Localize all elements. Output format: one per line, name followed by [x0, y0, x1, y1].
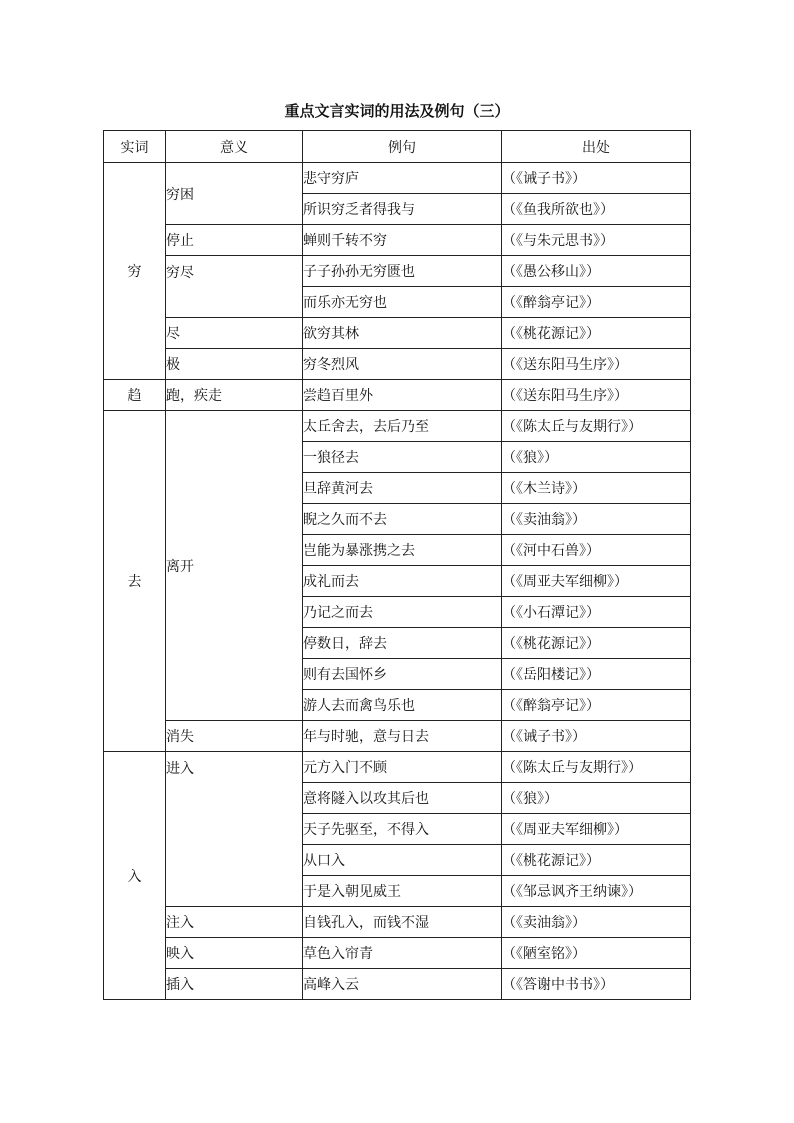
example-cell: 草色入帘青 — [303, 938, 502, 969]
example-cell: 自钱孔入，而钱不湿 — [303, 907, 502, 938]
example-cell: 元方入门不顾 — [303, 752, 502, 783]
source-cell: （《卖油翁》） — [502, 504, 691, 535]
example-cell: 停数日，辞去 — [303, 628, 502, 659]
source-cell: （《与朱元思书》） — [502, 225, 691, 256]
meaning-cell: 穷困 — [166, 163, 303, 225]
example-cell: 年与时驰，意与日去 — [303, 721, 502, 752]
meaning-cell: 停止 — [166, 225, 303, 256]
word-cell: 入 — [104, 752, 166, 1000]
source-cell: （《醉翁亭记》） — [502, 690, 691, 721]
meaning-cell: 极 — [166, 349, 303, 380]
meaning-cell: 跑，疾走 — [166, 380, 303, 411]
example-cell: 于是入朝见威王 — [303, 876, 502, 907]
source-cell: （《岳阳楼记》） — [502, 659, 691, 690]
example-cell: 太丘舍去，去后乃至 — [303, 411, 502, 442]
table-row — [104, 349, 691, 380]
meaning-cell: 插入 — [166, 969, 303, 1000]
example-cell: 尝趋百里外 — [303, 380, 502, 411]
meaning-cell: 尽 — [166, 318, 303, 349]
table-row — [104, 969, 691, 1000]
source-cell: （《河中石兽》） — [502, 535, 691, 566]
example-cell: 悲守穷庐 — [303, 163, 502, 194]
source-cell: （《桃花源记》） — [502, 628, 691, 659]
source-cell: （《桃花源记》） — [502, 318, 691, 349]
source-cell: （《答谢中书书》） — [502, 969, 691, 1000]
example-cell: 岂能为暴涨携之去 — [303, 535, 502, 566]
example-cell: 而乐亦无穷也 — [303, 287, 502, 318]
source-cell: （《小石潭记》） — [502, 597, 691, 628]
header-meaning: 意义 — [166, 131, 303, 163]
source-cell: （《陈太丘与友期行》） — [502, 411, 691, 442]
source-cell: （《陈太丘与友期行》） — [502, 752, 691, 783]
source-cell: （《诫子书》） — [502, 721, 691, 752]
source-cell: （《送东阳马生序》） — [502, 349, 691, 380]
source-cell: （《陋室铭》） — [502, 938, 691, 969]
example-cell: 天子先驱至，不得入 — [303, 814, 502, 845]
source-cell: （《诫子书》） — [502, 163, 691, 194]
meaning-cell: 消失 — [166, 721, 303, 752]
table-row — [104, 163, 691, 194]
example-cell: 则有去国怀乡 — [303, 659, 502, 690]
source-cell: （《木兰诗》） — [502, 473, 691, 504]
example-cell: 意将隧入以攻其后也 — [303, 783, 502, 814]
meaning-cell: 穷尽 — [166, 256, 303, 318]
vocab-table — [103, 130, 691, 1000]
header-example: 例句 — [303, 131, 502, 163]
source-cell: （《狼》） — [502, 783, 691, 814]
example-cell: 高峰入云 — [303, 969, 502, 1000]
example-cell: 一狼径去 — [303, 442, 502, 473]
example-cell: 乃记之而去 — [303, 597, 502, 628]
example-cell: 旦辞黄河去 — [303, 473, 502, 504]
source-cell: （《桃花源记》） — [502, 845, 691, 876]
source-cell: （《狼》） — [502, 442, 691, 473]
source-cell: （《醉翁亭记》） — [502, 287, 691, 318]
source-cell: （《卖油翁》） — [502, 907, 691, 938]
source-cell: （《邹忌讽齐王纳谏》） — [502, 876, 691, 907]
source-cell: （《周亚夫军细柳》） — [502, 814, 691, 845]
table-row — [104, 225, 691, 256]
meaning-cell: 注入 — [166, 907, 303, 938]
page-title: 重点文言实词的用法及例句（三） — [284, 102, 510, 120]
example-cell: 游人去而禽鸟乐也 — [303, 690, 502, 721]
example-cell: 欲穷其林 — [303, 318, 502, 349]
header-row — [104, 131, 691, 163]
table-row — [104, 380, 691, 411]
word-cell: 穷 — [104, 163, 166, 380]
header-source: 出处 — [502, 131, 691, 163]
example-cell: 所识穷乏者得我与 — [303, 194, 502, 225]
example-cell: 穷冬烈风 — [303, 349, 502, 380]
source-cell: （《送东阳马生序》） — [502, 380, 691, 411]
table-row — [104, 411, 691, 442]
example-cell: 蝉则千转不穷 — [303, 225, 502, 256]
source-cell: （《愚公移山》） — [502, 256, 691, 287]
table-row — [104, 907, 691, 938]
table-row — [104, 752, 691, 783]
word-cell: 趋 — [104, 380, 166, 411]
table-row — [104, 938, 691, 969]
word-cell: 去 — [104, 411, 166, 752]
header-word: 实词 — [104, 131, 166, 163]
meaning-cell: 映入 — [166, 938, 303, 969]
example-cell: 从口入 — [303, 845, 502, 876]
meaning-cell: 进入 — [166, 752, 303, 907]
table-row — [104, 318, 691, 349]
source-cell: （《鱼我所欲也》） — [502, 194, 691, 225]
meaning-cell: 离开 — [166, 411, 303, 721]
source-cell: （《周亚夫军细柳》） — [502, 566, 691, 597]
example-cell: 睨之久而不去 — [303, 504, 502, 535]
table-row — [104, 721, 691, 752]
table-row — [104, 256, 691, 287]
example-cell: 成礼而去 — [303, 566, 502, 597]
example-cell: 子子孙孙无穷匮也 — [303, 256, 502, 287]
